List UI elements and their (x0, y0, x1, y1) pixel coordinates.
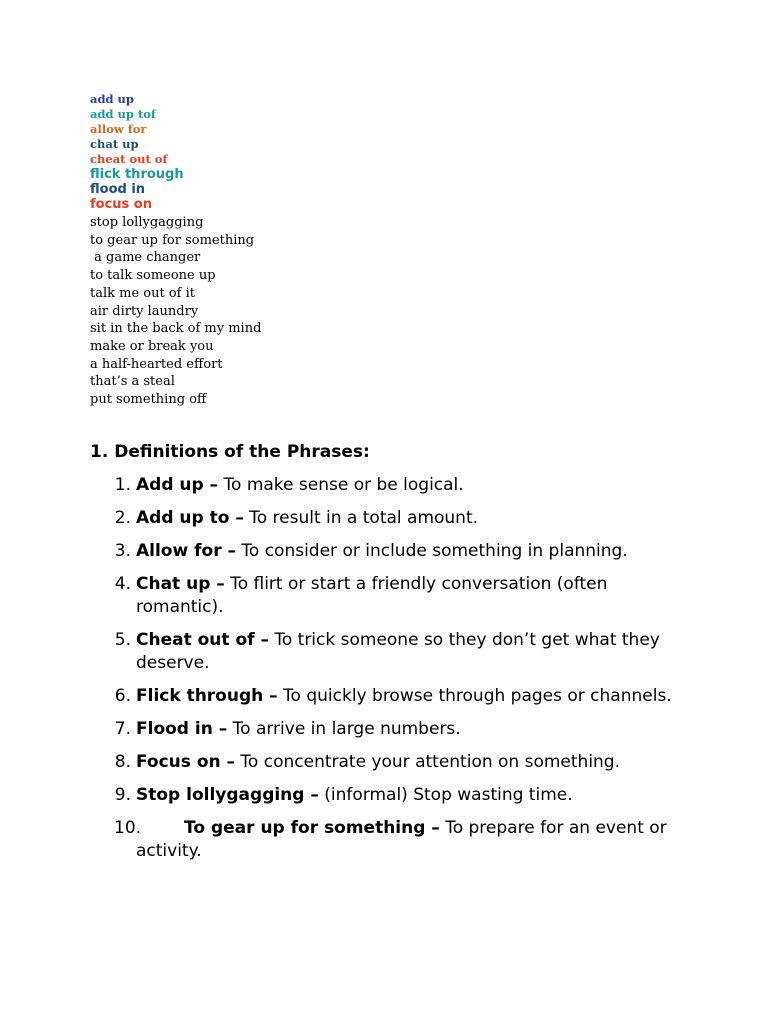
phrase-item: put something off (90, 392, 207, 408)
definition-item (90, 629, 690, 675)
definition-text: To flirt or start a friendly conversation (often romantic). (136, 574, 608, 617)
definitions-list (90, 474, 690, 863)
definition-text: To make sense or be logical. (218, 475, 464, 495)
phrase-item: flick through (90, 167, 184, 182)
phrase-item: sit in the back of my mind (90, 321, 262, 337)
phrase-item: cheat out of (90, 152, 168, 166)
definitions-heading: 1. Definitions of the Phrases: (90, 442, 370, 462)
definition-item (90, 573, 690, 619)
definition-text: To consider or include something in planning. (236, 541, 628, 561)
definition-term: Add up to – (136, 508, 244, 528)
definition-text: (informal) Stop wasting time. (318, 785, 573, 805)
phrase-item: air dirty laundry (90, 303, 199, 319)
definition-term: Stop lollygagging – (136, 785, 319, 805)
phrase-item: to talk someone up (90, 268, 216, 284)
definition-item (90, 784, 690, 807)
definition-number: 1. (114, 475, 131, 495)
phrase-item: add up (90, 92, 134, 106)
definition-number: 2. (114, 508, 131, 528)
definition-item (90, 540, 690, 563)
phrase-item: a game changer (90, 250, 201, 266)
phrase-item: allow for (90, 122, 147, 136)
definition-item (90, 817, 690, 863)
phrase-list (90, 92, 490, 409)
definition-term: Flood in – (136, 719, 228, 739)
definition-item (90, 474, 690, 497)
definition-term: Focus on – (136, 752, 236, 772)
definition-term: Chat up – (136, 574, 225, 594)
definition-text: To trick someone so they don’t get what they deserve. (136, 630, 660, 673)
phrase-item: to gear up for something (90, 232, 255, 248)
definition-term: Cheat out of – (136, 630, 269, 650)
phrase-item: flood in (90, 182, 146, 197)
definition-item (90, 718, 690, 741)
phrase-item: make or break you (90, 338, 214, 354)
definition-item (90, 751, 690, 774)
phrase-item: a half-hearted effort (90, 356, 223, 372)
definition-term: To gear up for something – (184, 818, 440, 838)
phrase-item: focus on (90, 197, 152, 212)
definition-item (90, 685, 690, 708)
definition-term: Add up – (136, 475, 219, 495)
definition-number: 10. (114, 818, 142, 838)
definition-text: To prepare for an event or activity. (136, 818, 667, 861)
phrase-item: talk me out of it (90, 285, 196, 301)
definition-term: Flick through – (136, 686, 278, 706)
definition-number: 5. (114, 630, 131, 650)
phrase-item: that’s a steal (90, 374, 175, 390)
definition-number: 7. (114, 719, 131, 739)
phrase-item: chat up (90, 137, 139, 151)
phrase-item: add up tof (90, 107, 156, 121)
definition-number: 8. (114, 752, 131, 772)
definitions-section (90, 440, 690, 873)
definition-number: 9. (114, 785, 131, 805)
definition-number: 6. (114, 686, 131, 706)
definition-text: To quickly browse through pages or channels. (277, 686, 672, 706)
definition-item (90, 507, 690, 530)
definition-term: Allow for – (136, 541, 236, 561)
phrase-item: stop lollygagging (90, 215, 204, 230)
definition-number: 3. (114, 541, 131, 561)
definition-text: To concentrate your attention on something. (235, 752, 621, 772)
definition-text: To result in a total amount. (243, 508, 479, 528)
definition-number: 4. (114, 574, 131, 594)
definition-text: To arrive in large numbers. (227, 719, 461, 739)
